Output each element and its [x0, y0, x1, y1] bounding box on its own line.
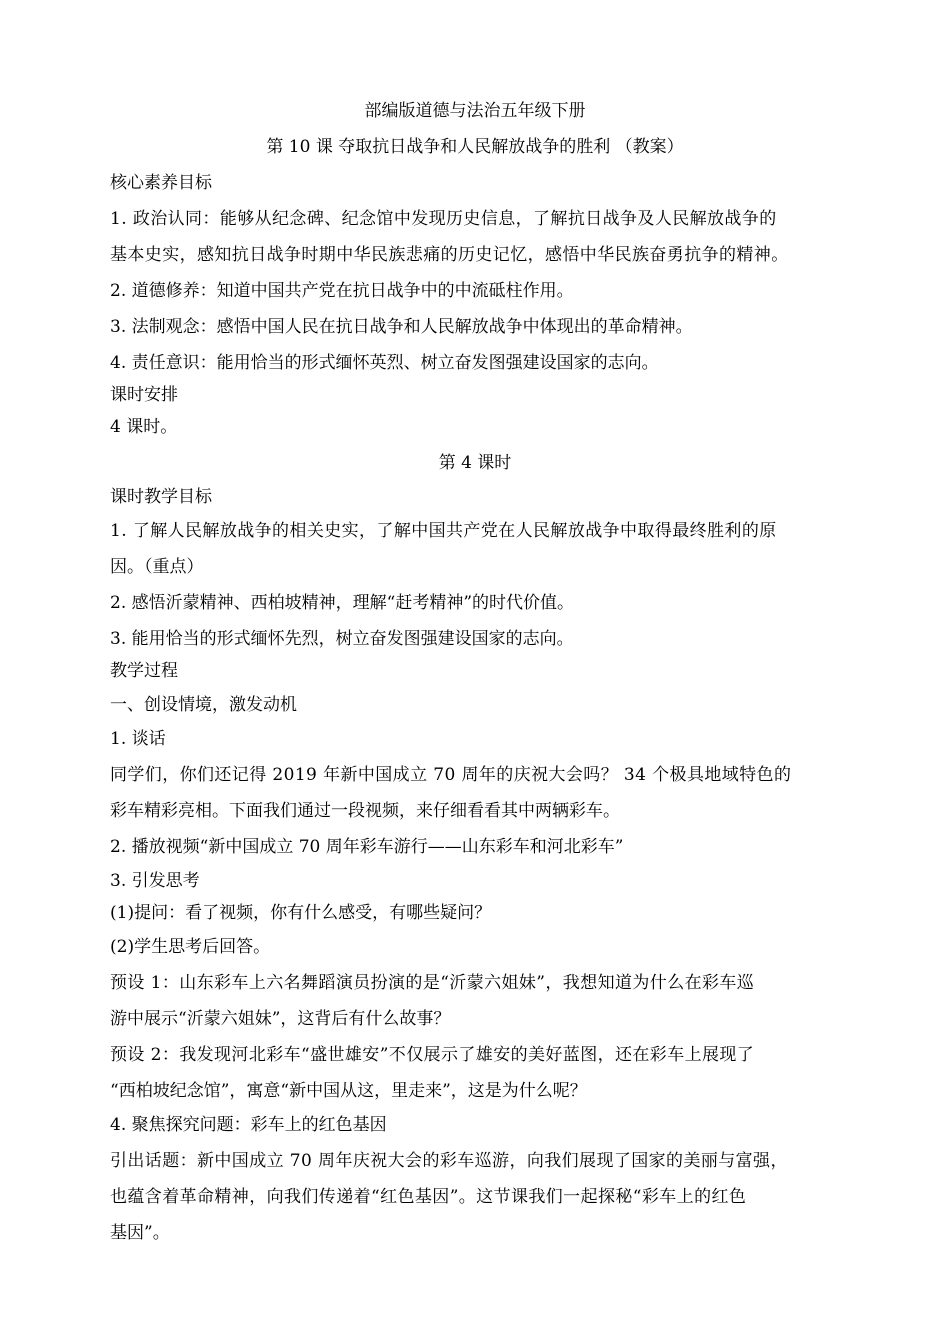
paragraph-line: (2)学生思考后回答。 — [110, 937, 271, 957]
paragraph-line: “西柏坡纪念馆”，寓意“新中国从这，里走来”，这是为什么呢？ — [110, 1081, 587, 1101]
document-title: 部编版道德与法治五年级下册 — [364, 101, 586, 121]
period-title: 第 4 课时 — [438, 453, 512, 473]
lesson-title: 第 10 课 夺取抗日战争和人民解放战争的胜利 （教案） — [266, 137, 684, 157]
paragraph-line: 因。（重点） — [110, 557, 204, 577]
paragraph-line: 引出话题：新中国成立 70 周年庆祝大会的彩车巡游，向我们展现了国家的美丽与富强， — [110, 1151, 788, 1171]
section-heading-core-goals: 核心素养目标 — [110, 173, 212, 193]
paragraph-line: 3. 引发思考 — [110, 871, 200, 891]
subheading: 一、创设情境，激发动机 — [110, 695, 297, 715]
paragraph-line: 3. 法制观念：感悟中国人民在抗日战争和人民解放战争中体现出的革命精神。 — [110, 317, 693, 337]
paragraph-line: 游中展示“沂蒙六姐妹”，这背后有什么故事？ — [110, 1009, 451, 1029]
paragraph-line: 4 课时。 — [110, 417, 178, 437]
paragraph-line: 2. 感悟沂蒙精神、西柏坡精神，理解“赶考精神”的时代价值。 — [110, 593, 575, 613]
paragraph-line: 同学们，你们还记得 2019 年新中国成立 70 周年的庆祝大会吗？ 34 个极具地域特色的 — [110, 765, 792, 785]
paragraph-line: (1)提问：看了视频，你有什么感受，有哪些疑问？ — [110, 903, 492, 923]
paragraph-line: 3. 能用恰当的形式缅怀先烈，树立奋发图强建设国家的志向。 — [110, 629, 574, 649]
paragraph-line: 4. 责任意识：能用恰当的形式缅怀英烈、树立奋发图强建设国家的志向。 — [110, 353, 659, 373]
paragraph-line: 预设 1：山东彩车上六名舞蹈演员扮演的是“沂蒙六姐妹”，我想知道为什么在彩车巡 — [110, 973, 755, 993]
paragraph-line: 1. 谈话 — [110, 729, 166, 749]
section-heading-period-goals: 课时教学目标 — [110, 487, 212, 507]
paragraph-line: 彩车精彩亮相。下面我们通过一段视频，来仔细看看其中两辆彩车。 — [110, 801, 620, 821]
paragraph-line: 1. 了解人民解放战争的相关史实，了解中国共产党在人民解放战争中取得最终胜利的原 — [110, 521, 777, 541]
paragraph-line: 2. 道德修养：知道中国共产党在抗日战争中的中流砥柱作用。 — [110, 281, 574, 301]
paragraph-line: 4. 聚焦探究问题：彩车上的红色基因 — [110, 1115, 387, 1135]
paragraph-line: 2. 播放视频“新中国成立 70 周年彩车游行——山东彩车和河北彩车” — [110, 837, 624, 857]
paragraph-line: 基因”。 — [110, 1223, 170, 1243]
paragraph-line: 1. 政治认同：能够从纪念碑、纪念馆中发现历史信息，了解抗日战争及人民解放战争的 — [110, 209, 777, 229]
paragraph-line: 基本史实，感知抗日战争时期中华民族悲痛的历史记忆，感悟中华民族奋勇抗争的精神。 — [110, 245, 789, 265]
paragraph-line: 也蕴含着革命精神，向我们传递着“红色基因”。这节课我们一起探秘“彩车上的红色 — [110, 1187, 747, 1207]
section-heading-process: 教学过程 — [110, 661, 178, 681]
section-heading-schedule: 课时安排 — [110, 385, 178, 405]
paragraph-line: 预设 2：我发现河北彩车“盛世雄安”不仅展示了雄安的美好蓝图，还在彩车上展现了 — [110, 1045, 755, 1065]
